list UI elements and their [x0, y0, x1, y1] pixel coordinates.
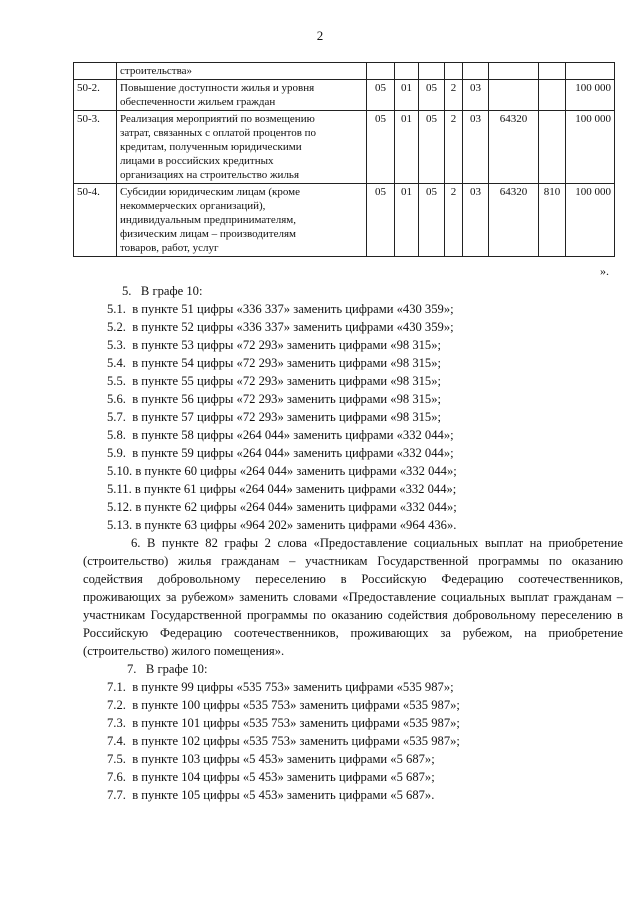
code-cell: 810 [539, 184, 566, 257]
description-line: кредитам, полученным юридическими [120, 141, 302, 153]
closing-quote: ». [600, 264, 609, 278]
row-description [117, 111, 367, 184]
description-line: организациях на строительство жилья [120, 169, 300, 181]
row-number: 50-3. [74, 111, 117, 184]
table-row [74, 63, 615, 80]
row-description [117, 63, 367, 80]
code-cell: 05 [419, 80, 445, 111]
amount-cell [566, 63, 615, 80]
list-item: 5.5. в пункте 55 цифры «72 293» заменить цифрами «98 315»; [107, 374, 442, 388]
description-line: строительства» [120, 65, 193, 77]
description-line: Реализация мероприятий по возмещению [120, 113, 315, 125]
code-cell: 03 [463, 80, 489, 111]
description-line: Субсидии юридическим лицам (кроме [120, 186, 301, 198]
code-cell: 05 [367, 184, 395, 257]
code-cell: 05 [367, 80, 395, 111]
table-row [74, 111, 615, 184]
code-cell: 2 [445, 111, 463, 184]
table-row [74, 80, 615, 111]
list-item: 5.13. в пункте 63 цифры «964 202» заменить цифрами «964 436». [107, 518, 457, 532]
description-line: затрат, связанных с оплатой процентов по [120, 127, 317, 139]
list-item: 7.1. в пункте 99 цифры «535 753» заменить цифрами «535 987»; [107, 680, 454, 694]
code-cell: 64320 [489, 111, 539, 184]
list-item: 7.2. в пункте 100 цифры «535 753» заменить цифрами «535 987»; [107, 698, 460, 712]
code-cell: 01 [395, 80, 419, 111]
row-number: 50-4. [74, 184, 117, 257]
amount-cell: 100 000 [566, 80, 615, 111]
description-line: Повышение доступности жилья и уровня [120, 82, 315, 94]
amount-cell: 100 000 [566, 184, 615, 257]
code-cell [367, 63, 395, 80]
list-item: 5.1. в пункте 51 цифры «336 337» заменить цифрами «430 359»; [107, 302, 454, 316]
list-item: 7.3. в пункте 101 цифры «535 753» заменить цифрами «535 987»; [107, 716, 460, 730]
list-item: 5.4. в пункте 54 цифры «72 293» заменить цифрами «98 315»; [107, 356, 442, 370]
code-cell [539, 80, 566, 111]
section-7-heading: 7. В графе 10: [127, 662, 208, 676]
list-item: 5.10. в пункте 60 цифры «264 044» заменить цифрами «332 044»; [107, 464, 457, 478]
code-cell [489, 80, 539, 111]
list-item: 5.7. в пункте 57 цифры «72 293» заменить цифрами «98 315»; [107, 410, 442, 424]
list-item: 5.8. в пункте 58 цифры «264 044» заменить цифрами «332 044»; [107, 428, 454, 442]
description-line: физическим лицам – производителям [120, 228, 296, 240]
row-number: 50-2. [74, 80, 117, 111]
code-cell [395, 63, 419, 80]
table-row [74, 184, 615, 257]
section-6-paragraph: 6. В пункте 82 графы 2 слова «Предоставление социальных выплат на приобретение (строительство) жилья гражданам – участникам Государственной программы по оказанию содействия добровольному переселению в Российскую Федерацию соотечественников, проживающих за рубежом» заменить словами «Предоставление социальных выплат гражданам – участникам Государственной программы по оказанию содействия добровольному переселению в Российскую Федерацию соотечественников, проживающих за рубежом, на приобретение (строительство) жилого помещения». [83, 536, 623, 658]
code-cell [539, 111, 566, 184]
code-cell: 2 [445, 184, 463, 257]
code-cell: 64320 [489, 184, 539, 257]
list-item: 5.11. в пункте 61 цифры «264 044» заменить цифрами «332 044»; [107, 482, 457, 496]
description-line: обеспеченности жильем граждан [120, 96, 276, 108]
code-cell [419, 63, 445, 80]
code-cell: 05 [419, 184, 445, 257]
section-7-list [83, 678, 623, 804]
code-cell: 01 [395, 184, 419, 257]
budget-table [73, 62, 615, 257]
code-cell [445, 63, 463, 80]
code-cell [539, 63, 566, 80]
code-cell [463, 63, 489, 80]
page-number: 2 [316, 28, 324, 43]
document-body [83, 282, 623, 804]
section-5-list [83, 300, 623, 534]
amount-cell: 100 000 [566, 111, 615, 184]
description-line: индивидуальным предпринимателям, [120, 214, 296, 226]
code-cell: 05 [419, 111, 445, 184]
section-5-heading: 5. В графе 10: [122, 284, 203, 298]
code-cell: 03 [463, 184, 489, 257]
list-item: 5.6. в пункте 56 цифры «72 293» заменить цифрами «98 315»; [107, 392, 442, 406]
description-line: некоммерческих организаций), [120, 200, 266, 212]
list-item: 5.3. в пункте 53 цифры «72 293» заменить цифрами «98 315»; [107, 338, 442, 352]
list-item: 7.7. в пункте 105 цифры «5 453» заменить цифрами «5 687». [107, 788, 435, 802]
code-cell: 2 [445, 80, 463, 111]
code-cell: 05 [367, 111, 395, 184]
code-cell: 03 [463, 111, 489, 184]
list-item: 7.5. в пункте 103 цифры «5 453» заменить цифрами «5 687»; [107, 752, 435, 766]
list-item: 7.6. в пункте 104 цифры «5 453» заменить цифрами «5 687»; [107, 770, 435, 784]
list-item: 7.4. в пункте 102 цифры «535 753» заменить цифрами «535 987»; [107, 734, 460, 748]
code-cell: 01 [395, 111, 419, 184]
list-item: 5.12. в пункте 62 цифры «264 044» заменить цифрами «332 044»; [107, 500, 457, 514]
description-line: лицами в российских кредитных [120, 155, 274, 167]
row-description [117, 184, 367, 257]
code-cell [489, 63, 539, 80]
description-line: товаров, работ, услуг [120, 242, 219, 254]
row-number [74, 63, 117, 80]
row-description [117, 80, 367, 111]
list-item: 5.2. в пункте 52 цифры «336 337» заменить цифрами «430 359»; [107, 320, 454, 334]
list-item: 5.9. в пункте 59 цифры «264 044» заменить цифрами «332 044»; [107, 446, 454, 460]
